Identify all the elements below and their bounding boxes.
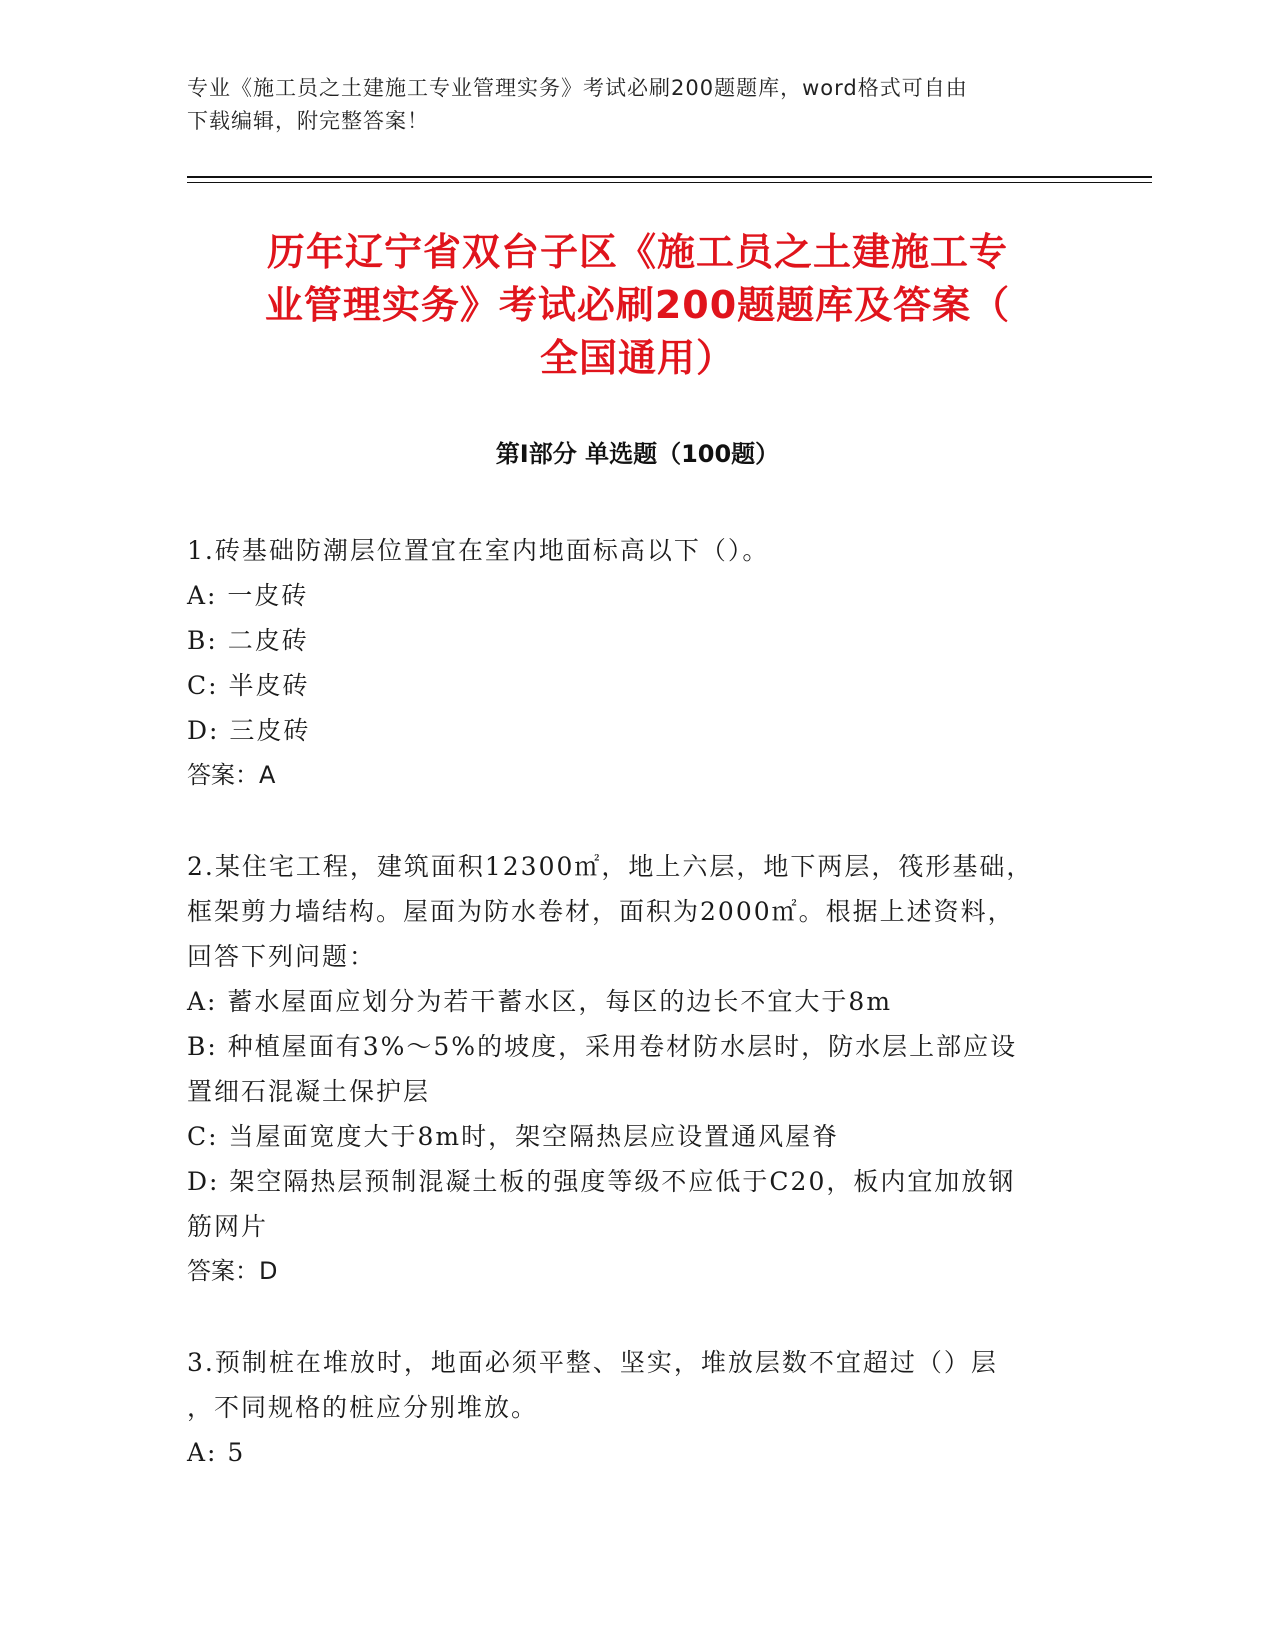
document-title-line-2: 业管理实务》考试必刷200题题库及答案（ <box>264 283 1011 327</box>
question-stem-line-2: 框架剪力墙结构。屋面为防水卷材，面积为2000㎡。根据上述资料， <box>187 897 1015 926</box>
header-divider-thin <box>187 182 1152 183</box>
question-stem-line-3: 回答下列问题： <box>187 942 377 971</box>
answer: 答案：D <box>187 1257 278 1285</box>
answer: 答案：A <box>187 761 276 789</box>
header-divider-thick <box>187 176 1152 178</box>
question-3 <box>187 1340 1077 1475</box>
option-a: A: 5 <box>187 1438 246 1467</box>
header-note-line-1: 专业《施工员之土建施工专业管理实务》考试必刷200题题库，word格式可自由 <box>187 76 968 100</box>
option-b: B: 二皮砖 <box>187 626 309 655</box>
question-stem-line-1: 3.预制桩在堆放时，地面必须平整、坚实，堆放层数不宜超过（）层 <box>187 1348 998 1377</box>
question-2 <box>187 844 1077 1294</box>
header-note <box>187 72 1067 138</box>
question-stem-line-1: 2.某住宅工程，建筑面积12300㎡，地上六层，地下两层，筏形基础， <box>187 852 1034 881</box>
option-a: A: 一皮砖 <box>187 581 309 610</box>
question-stem-line-2: ，不同规格的桩应分别堆放。 <box>187 1393 539 1422</box>
option-a: A: 蓄水屋面应划分为若干蓄水区，每区的边长不宜大于8m <box>187 987 893 1016</box>
question-1 <box>187 528 1077 798</box>
document-title-line-3: 全国通用） <box>539 336 735 380</box>
question-list <box>187 528 1077 1521</box>
option-b-line-2: 置细石混凝土保护层 <box>187 1077 431 1106</box>
question-stem: 1.砖基础防潮层位置宜在室内地面标高以下（）。 <box>187 536 770 565</box>
option-d-line-2: 筋网片 <box>187 1212 269 1241</box>
option-b-line-1: B: 种植屋面有3%～5%的坡度，采用卷材防水层时，防水层上部应设 <box>187 1032 1018 1061</box>
document-title-line-1: 历年辽宁省双台子区《施工员之土建施工专 <box>266 230 1008 274</box>
option-c: C: 当屋面宽度大于8m时，架空隔热层应设置通风屋脊 <box>187 1122 840 1151</box>
option-c: C: 半皮砖 <box>187 671 310 700</box>
option-d: D: 三皮砖 <box>187 716 311 745</box>
section-heading: 第Ⅰ部分 单选题（100题） <box>495 440 780 468</box>
document-title <box>160 226 1115 385</box>
option-d-line-1: D: 架空隔热层预制混凝土板的强度等级不应低于C20，板内宜加放钢 <box>187 1167 1016 1196</box>
header-note-line-2: 下载编辑，附完整答案！ <box>187 109 429 133</box>
